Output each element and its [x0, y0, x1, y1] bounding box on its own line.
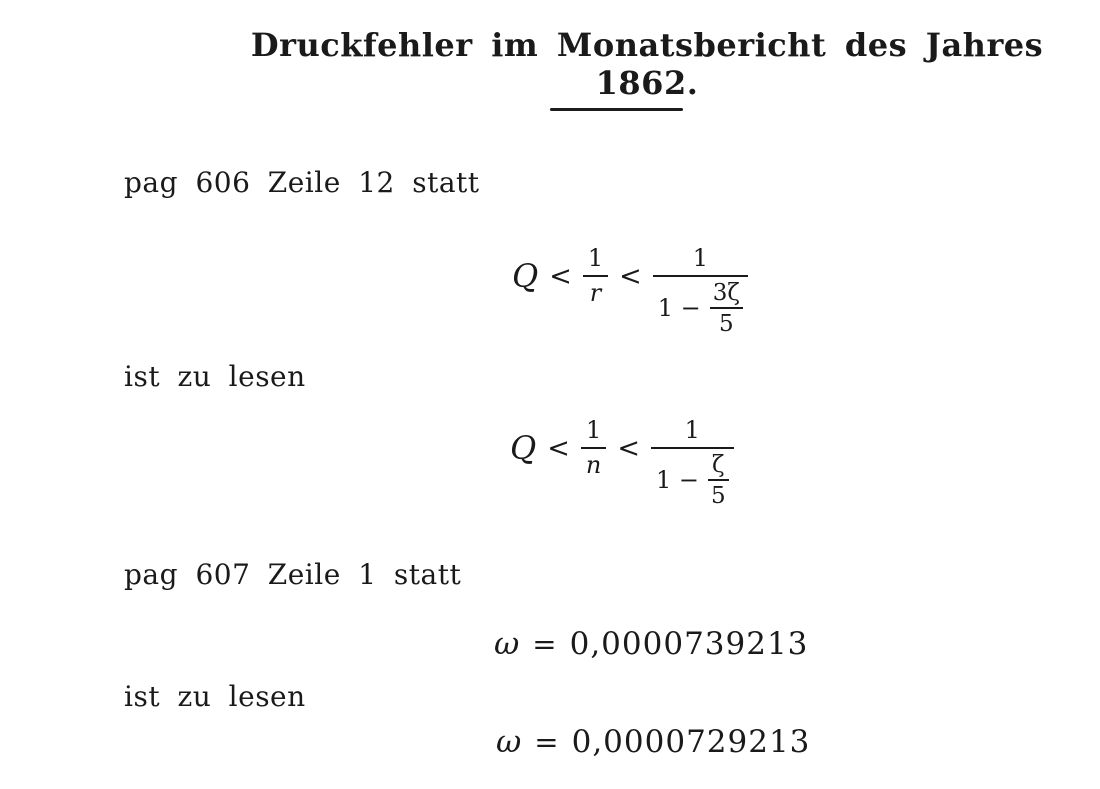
equals-sign: =	[534, 725, 559, 759]
less-than-sign: <	[547, 432, 570, 464]
less-than-sign: <	[617, 432, 640, 464]
fraction-denominator	[653, 275, 748, 338]
inner-fraction-denominator: 5	[708, 479, 729, 509]
fraction-denominator: r	[583, 275, 608, 308]
fraction-denominator	[651, 447, 734, 510]
denominator-expression	[656, 452, 729, 510]
equals-sign: =	[532, 627, 557, 661]
symbol-Q: Q	[512, 257, 539, 296]
fraction-numerator: 1	[585, 416, 602, 445]
less-than-sign: <	[549, 260, 572, 292]
inner-fraction-3zeta-over-5	[710, 280, 743, 338]
title-divider-rule	[550, 108, 683, 111]
errata-reference-1: pag 606 Zeile 12 statt	[124, 166, 480, 199]
inner-fraction-denominator: 5	[710, 307, 743, 337]
less-than-sign: <	[619, 260, 642, 292]
correction-intro-1: ist zu lesen	[124, 360, 306, 393]
correction-intro-2: ist zu lesen	[124, 680, 306, 713]
formula-corrected-1	[510, 402, 734, 510]
symbol-Q: Q	[510, 429, 537, 468]
fraction-numerator: 1	[684, 416, 700, 444]
inner-fraction-numerator: 3ζ	[712, 279, 740, 306]
fraction-numerator: 1	[692, 244, 708, 272]
symbol-omega: ω	[494, 626, 520, 662]
inner-fraction-numerator: ζ	[712, 451, 725, 478]
fraction-numerator: 1	[587, 244, 604, 273]
denominator-prefix: 1 −	[655, 465, 699, 494]
fraction-one-over-r	[583, 245, 608, 307]
denominator-prefix: 1 −	[657, 293, 701, 322]
fraction-one-over-n	[581, 417, 606, 479]
formula-erroneous-2	[494, 626, 808, 662]
fraction-denominator: n	[581, 447, 606, 480]
numeric-value: 0,0000729213	[571, 724, 811, 760]
inner-fraction-zeta-over-5	[708, 452, 729, 510]
numeric-value: 0,0000739213	[569, 626, 809, 662]
denominator-expression	[658, 280, 743, 338]
fraction-right-side	[653, 245, 748, 337]
symbol-omega: ω	[496, 724, 522, 760]
fraction-right-side	[651, 417, 734, 509]
formula-corrected-2	[496, 724, 810, 760]
formula-erroneous-1	[512, 230, 748, 338]
errata-reference-2: pag 607 Zeile 1 statt	[124, 558, 462, 591]
page-title: Druckfehler im Monatsbericht des Jahres 1862.	[250, 26, 1044, 102]
